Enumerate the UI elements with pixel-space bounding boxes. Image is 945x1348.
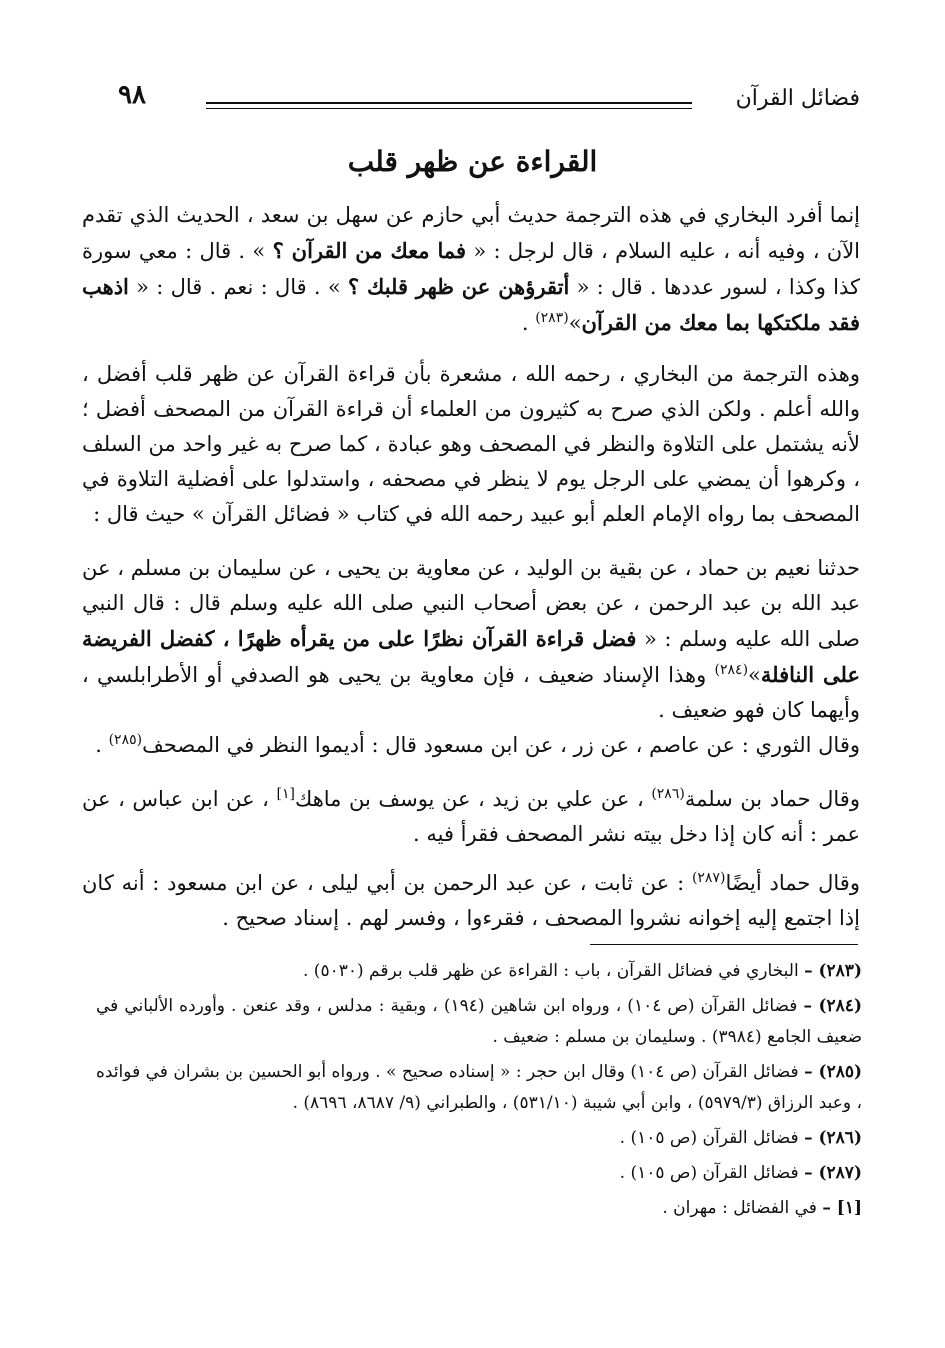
footnote-item (96, 1123, 862, 1154)
footnote-text: فضائل القرآن (ص ١٠٤) ، ورواه ابن شاهين (١٩٤) ، وبقية : مدلس ، وقد عنعن . وأورده الألباني في ضعيف الجامع (٣٩٨٤) . وسليمان بن مسلم : ضعيف . (96, 996, 862, 1047)
footnote-marker: [١] – (822, 1198, 862, 1218)
footnote-text: فضائل القرآن (ص ١٠٥) . (619, 1163, 805, 1183)
footnote-marker: (٢٨٧) – (804, 1163, 862, 1183)
paragraph-text: حدثنا نعيم بن حماد ، عن بقية بن الوليد ، عن معاوية بن يحيى ، عن سليمان بن مسلم ، عن عبد الله بن عبد الرحمن ، عن بعض أصحاب النبي صلى الله عليه وسلم قال : قال النبي صلى الله عليه وسلم : « (82, 556, 860, 651)
paragraph-text: » (568, 311, 582, 335)
header-rule (206, 102, 692, 109)
page-header (88, 80, 860, 120)
hadith-quote: فضل قراءة القرآن نظرًا على من يقرأه ظهرًا ، كفضل الفريضة على النافلة (82, 626, 861, 687)
paragraph-1 (82, 198, 860, 341)
footnote-ref[interactable]: (٢٨٦) (651, 786, 685, 802)
paragraph-4 (82, 728, 860, 763)
footnote-text: فضائل القرآن (ص ١٠٥) . (619, 1128, 805, 1148)
paragraph-6 (82, 866, 860, 936)
paragraph-text: » . قال : معي سورة كذا وكذا ، لسور عددها . قال : « (82, 239, 860, 299)
footnote-separator (590, 944, 858, 945)
footnote-marker: (٢٨٦) – (804, 1128, 862, 1148)
footnote-ref[interactable]: (٢٨٧) (691, 870, 726, 886)
paragraph-text: إنما أفرد البخاري في هذه الترجمة حديث أبي حازم عن سهل بن سعد ، الحديث الذي تقدم الآن ، وفيه أنه ، عليه السلام ، قال لرجل : « (82, 203, 861, 263)
paragraph-text: وقال الثوري : عن عاصم ، عن زر ، عن ابن مسعود قال : أديموا النظر في المصحف (142, 733, 860, 757)
page-number: ٩٨ (118, 80, 146, 110)
paragraph-text: وقال حماد بن سلمة (684, 787, 860, 811)
footnote-marker: (٢٨٣) – (804, 961, 862, 981)
paragraph-text: : عن ثابت ، عن عبد الرحمن بن أبي ليلى ، عن ابن مسعود : أنه كان إذا اجتمع إليه إخوانه نشروا المصحف ، فقرءوا ، وفسر لهم . إسناد صحيح . (82, 871, 860, 930)
hadith-quote: فما معك من القرآن ؟ (272, 238, 467, 263)
footnote-marker: (٢٨٥) – (804, 1062, 863, 1082)
footnote-text: البخاري في فضائل القرآن ، باب : القراءة عن ظهر قلب برقم (٥٠٣٠) . (303, 961, 805, 981)
paragraph-text: » . قال : نعم . قال : « (136, 275, 341, 299)
footnote-item (96, 1193, 862, 1224)
running-title: فضائل القرآن (735, 86, 860, 111)
footnote-marker: (٢٨٤) – (803, 996, 862, 1016)
hadith-quote: اذهب فقد ملكتكها بما معك من القرآن (82, 274, 860, 335)
footnote-text: في الفضائل : مهران . (662, 1198, 823, 1218)
paragraph-text: ، عن علي بن زيد ، عن يوسف بن ماهك (295, 787, 652, 811)
paragraph-text: ، عن ابن عباس ، عن عمر : أنه كان إذا دخل بيته نشر المصحف فقرأ فيه . (82, 787, 860, 846)
footnote-ref[interactable]: (٢٨٣) (535, 310, 569, 326)
paragraph-text: وهذا الإسناد ضعيف ، فإن معاوية بن يحيى هو الصدفي أو الأطرابلسي ، وأيهما كان فهو ضعيف . (82, 663, 860, 722)
footnote-ref[interactable]: (٢٨٤) (714, 662, 749, 678)
paragraph-2: وهذه الترجمة من البخاري ، رحمه الله ، مشعرة بأن قراءة القرآن عن ظهر قلب أفضل ، والله أعلم . ولكن الذي صرح به كثيرون من العلماء أن قراءة القرآن من المصحف أفضل ؛ لأنه يشتمل على التلاوة والنظر في المصحف وهو عبادة ، كما صرح به غير واحد من السلف ، وكرهوا أن يمضي على الرجل يوم لا ينظر في مصحفه ، واستدلوا على أفضلية التلاوة في المصحف بما رواه الإمام العلم أبو عبيد رحمه الله في كتاب « فضائل القرآن » حيث قال : (82, 362, 860, 526)
paragraph-5 (82, 782, 860, 852)
paragraph-text: » (748, 663, 761, 687)
footnote-item (96, 1158, 862, 1189)
paragraph-text: . (95, 733, 109, 757)
section-title: القراءة عن ظهر قلب (347, 145, 598, 178)
footnotes-list (96, 956, 862, 1228)
footnote-item (96, 991, 862, 1053)
footnote-ref[interactable]: (٢٨٥) (108, 732, 143, 748)
footnote-item (96, 1057, 862, 1119)
footnote-ref[interactable]: [١] (276, 786, 295, 802)
footnote-text: فضائل القرآن (ص ١٠٤) وقال ابن حجر : « إسناده صحيح » . ورواه أبو الحسين بن بشران في فوائده ، وعبد الرزاق (٥٩٧٩/٣) ، وابن أبي شيبة (٥٣١/١٠) ، والطبراني (٩/ ٨٦٨٧، ٨٦٩٦) . (96, 1062, 862, 1113)
paragraph-text: وقال حماد أيضًا (725, 871, 860, 895)
paragraph-text: . (521, 311, 536, 335)
paragraph-3 (82, 551, 860, 728)
footnote-item (96, 956, 862, 987)
hadith-quote: أتقرؤهن عن ظهر قلبك ؟ (347, 274, 570, 299)
